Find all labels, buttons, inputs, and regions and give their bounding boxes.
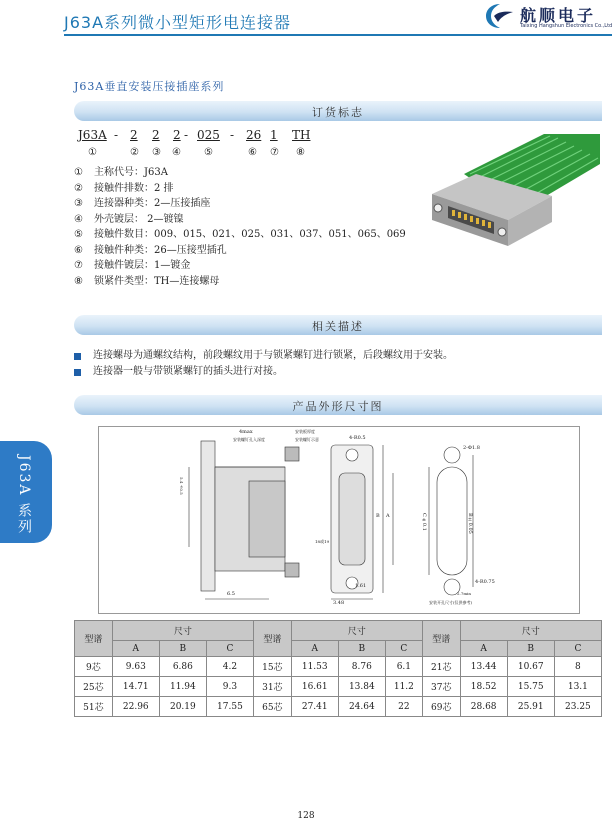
order-code-num: ① [88,147,97,158]
table-cell: 37芯 [422,677,460,697]
side-view [189,441,299,599]
label-side-num: 5.4±0.5 [179,477,184,495]
label-d161: 1.61 [355,583,367,589]
table-col-a: A [112,641,159,657]
order-code-part: - [184,128,189,142]
table-cell: 25.91 [507,697,554,717]
order-code-num: ⑥ [248,147,257,158]
table-col-b: B [338,641,385,657]
label-d27: 2.7min [457,591,472,596]
table-row [75,677,602,697]
table-cell: 27.41 [291,697,338,717]
table-cell: 13.44 [460,657,507,677]
order-code-part: 2 [173,128,181,142]
product-photo [424,134,600,252]
table-cell: 28.68 [460,697,507,717]
front-view [331,445,393,599]
table-head-model: 型谱 [253,621,291,657]
dimension-drawing [98,426,580,614]
spec-item [74,196,406,212]
spec-item [74,227,406,243]
label-a: A [386,513,390,519]
table-head-model: 型谱 [422,621,460,657]
order-code-num: ⑤ [204,147,213,158]
label-c1: C±0.1 [421,513,427,531]
label-b065: B±0.05 [467,513,473,534]
table-row [75,657,602,677]
order-code-part: J63A [78,128,107,142]
table-cell: 22.96 [112,697,159,717]
order-code-num: ⑧ [296,147,305,158]
label-holes: 18或19 [315,539,330,544]
spec-text: 接触件排数：2 排 [94,182,174,194]
logo-icon [484,2,516,30]
table-head-model: 型谱 [75,621,113,657]
order-code-num: ④ [172,147,181,158]
table-cell: 6.86 [159,657,206,677]
order-code-part: 1 [270,128,278,142]
spec-num: ④ [74,213,83,225]
order-code-num: ② [130,147,139,158]
table-cell: 9芯 [75,657,113,677]
side-tab-label: J63A 系列 [16,455,32,535]
table-cell: 24.64 [338,697,385,717]
table-col-c: C [554,641,601,657]
spec-item [74,243,406,259]
table-cell: 8.76 [338,657,385,677]
table-head-dim: 尺寸 [112,621,253,641]
spec-text: 主称代号：J63A [94,167,168,178]
spec-text: 接触件种类：26—压接型插孔 [94,244,227,256]
logo-subtext: Taixing Hangshun Electronics Co.,Ltd [520,23,612,29]
bullet-icon [74,353,81,360]
dimension-table [74,620,602,717]
table-cell: 25芯 [75,677,113,697]
label-d65: 6.5 [227,591,235,597]
logo-text: 航顺电子 [520,6,597,25]
order-code-part: 025 [197,128,220,142]
table-col-c: C [206,641,253,657]
order-code-part: 2 [130,128,138,142]
table-subheader-row [75,641,602,657]
spec-item [74,165,406,181]
company-logo [484,2,612,32]
series-title: J63A垂直安装压接插座系列 [74,80,225,93]
section-drawing [74,395,602,415]
table-cell: 65芯 [253,697,291,717]
table-col-a: A [291,641,338,657]
table-cell: 4.2 [206,657,253,677]
table-cell: 21芯 [422,657,460,677]
label-b: B [376,513,380,519]
table-cell: 11.2 [385,677,422,697]
spec-text: 连接器种类：2—压接插座 [94,198,211,209]
table-cell: 6.1 [385,657,422,677]
label-max4: 4max [239,429,253,435]
table-cell: 15.75 [507,677,554,697]
side-tab [0,441,52,543]
table-cell: 11.94 [159,677,206,697]
section-drawing-title: 产品外形尺寸图 [292,400,384,413]
order-code-num: ⑦ [270,147,279,158]
section-desc-title: 相关描述 [312,320,364,333]
label-r05: 4-R0.5 [349,435,366,441]
order-code-part: TH [292,128,311,142]
table-cell: 13.1 [554,677,601,697]
label-mount-plate: 安装板厚度 [295,429,315,434]
section-order-title: 订货标志 [312,106,364,119]
section-desc [74,315,602,335]
table-cell: 51芯 [75,697,113,717]
page-number: 128 [297,811,315,821]
order-code-num: ③ [152,147,161,158]
description-item [74,348,453,364]
table-cell: 9.3 [206,677,253,697]
table-row [75,697,602,717]
table-cell: 10.67 [507,657,554,677]
table-cell: 11.53 [291,657,338,677]
table-col-a: A [460,641,507,657]
page-header [0,0,612,44]
description-text: 连接螺母为通螺纹结构，前段螺纹用于与锁紧螺钉进行锁紧，后段螺纹用于安装。 [93,350,453,361]
spec-text: 接触件数目：009、015、021、025、031、037、051、065、069 [94,229,406,240]
spec-item [74,212,406,228]
table-header-row [75,621,602,641]
spec-num: ① [74,167,83,178]
table-cell: 13.84 [338,677,385,697]
description-item [74,364,453,380]
order-code-part: 26 [246,128,262,142]
table-cell: 16.61 [291,677,338,697]
spec-item [74,274,406,290]
spec-text: 外壳镀层： 2—镀镍 [94,213,184,225]
label-mount-note: 安装开孔尺寸(仅供参考) [429,600,473,605]
bullet-icon [74,369,81,376]
spec-num: ⑧ [74,275,83,287]
spec-num: ⑤ [74,229,83,240]
label-d348: 3.48 [333,600,345,606]
description-list [74,348,453,380]
table-cell: 18.52 [460,677,507,697]
label-phi18: 2-Φ1.8 [463,445,480,451]
table-cell: 22 [385,697,422,717]
spec-text: 锁紧件类型：TH—连接螺母 [94,275,220,287]
label-r075: 4-R0.75 [475,579,495,585]
table-cell: 31芯 [253,677,291,697]
header-rule [64,34,612,36]
header-title: J63A系列微小型矩形电连接器 [64,13,292,32]
table-col-b: B [507,641,554,657]
table-cell: 23.25 [554,697,601,717]
table-cell: 69芯 [422,697,460,717]
table-cell: 17.55 [206,697,253,717]
table-cell: 9.63 [112,657,159,677]
order-code-part: - [230,128,235,142]
table-cell: 15芯 [253,657,291,677]
spec-num: ③ [74,198,83,209]
section-order [74,101,602,121]
table-col-b: B [159,641,206,657]
spec-num: ⑥ [74,244,83,256]
table-cell: 14.71 [112,677,159,697]
spec-list [74,165,406,289]
spec-item [74,181,406,197]
table-cell: 20.19 [159,697,206,717]
description-text: 连接器一般与带锁紧螺钉的插头进行对接。 [93,366,283,377]
spec-num: ② [74,182,83,194]
spec-item [74,258,406,274]
order-code-part: 2 [152,128,160,142]
table-head-dim: 尺寸 [460,621,601,641]
spec-text: 接触件镀层：1—镀金 [94,260,191,271]
table-head-dim: 尺寸 [291,621,422,641]
table-cell: 8 [554,657,601,677]
label-screw-hole: 安装螺钉孔入深度 [233,437,265,442]
table-col-c: C [385,641,422,657]
order-code-part: - [114,128,119,142]
spec-num: ⑦ [74,260,83,271]
label-screw-range: 安装螺钉示意 [295,437,319,442]
